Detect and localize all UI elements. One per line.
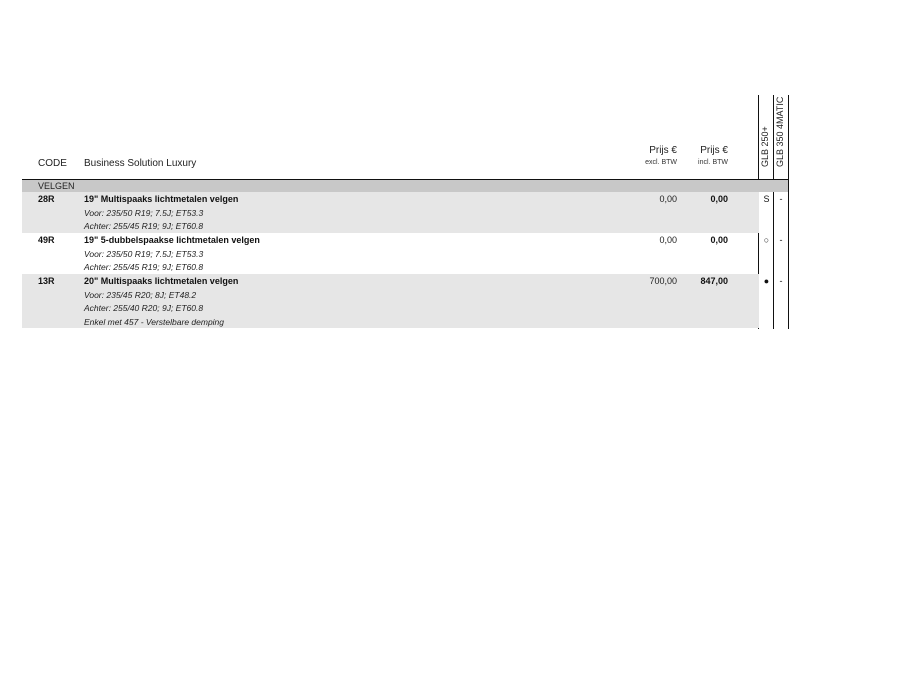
option-title: 19" Multispaaks lichtmetalen velgen [84, 194, 239, 204]
option-note: Enkel met 457 - Verstelbare demping [84, 317, 225, 327]
option-detail: Voor: 235/50 R19; 7.5J; ET53.3 [84, 208, 204, 218]
package-name-header: Business Solution Luxury [84, 158, 197, 169]
option-code: 49R [38, 235, 55, 245]
model-column-divider-3 [788, 95, 789, 329]
availability-mark-glb-350: - [779, 276, 783, 286]
option-code: 28R [38, 194, 55, 204]
availability-mark-glb-350: - [779, 235, 783, 245]
availability-mark-glb-250: S [763, 194, 770, 204]
availability-mark-glb-350: - [779, 194, 783, 204]
option-detail: Voor: 235/50 R19; 7.5J; ET53.3 [84, 249, 204, 259]
price-incl-header: Prijs € [700, 145, 728, 156]
price-excl-subheader: excl. BTW [645, 159, 677, 166]
option-detail: Achter: 255/45 R19; 9J; ET60.8 [84, 221, 204, 231]
availability-mark-glb-250: ● [763, 276, 770, 286]
section-label-velgen: VELGEN [38, 181, 75, 191]
price-excl-value: 0,00 [659, 194, 677, 204]
option-title: 19" 5-dubbelspaakse lichtmetalen velgen [84, 235, 260, 245]
price-excl-value: 700,00 [649, 276, 677, 286]
model-header-glb-250: GLB 250+ [760, 126, 770, 167]
price-incl-value: 847,00 [700, 276, 728, 286]
option-detail: Achter: 255/45 R19; 9J; ET60.8 [84, 262, 204, 272]
model-header-glb-350-4matic: GLB 350 4MATIC [775, 96, 785, 167]
price-excl-header: Prijs € [649, 145, 677, 156]
section-band [22, 180, 788, 192]
option-code: 13R [38, 276, 55, 286]
price-incl-value: 0,00 [710, 194, 728, 204]
price-excl-value: 0,00 [659, 235, 677, 245]
option-detail: Voor: 235/45 R20; 8J; ET48.2 [84, 290, 197, 300]
option-detail: Achter: 255/40 R20; 9J; ET60.8 [84, 303, 204, 313]
option-title: 20" Multispaaks lichtmetalen velgen [84, 276, 239, 286]
code-column-header: CODE [38, 158, 67, 169]
model-column-divider-2 [773, 95, 774, 329]
price-incl-subheader: incl. BTW [698, 159, 728, 166]
price-incl-value: 0,00 [710, 235, 728, 245]
availability-mark-glb-250: ○ [763, 235, 770, 245]
